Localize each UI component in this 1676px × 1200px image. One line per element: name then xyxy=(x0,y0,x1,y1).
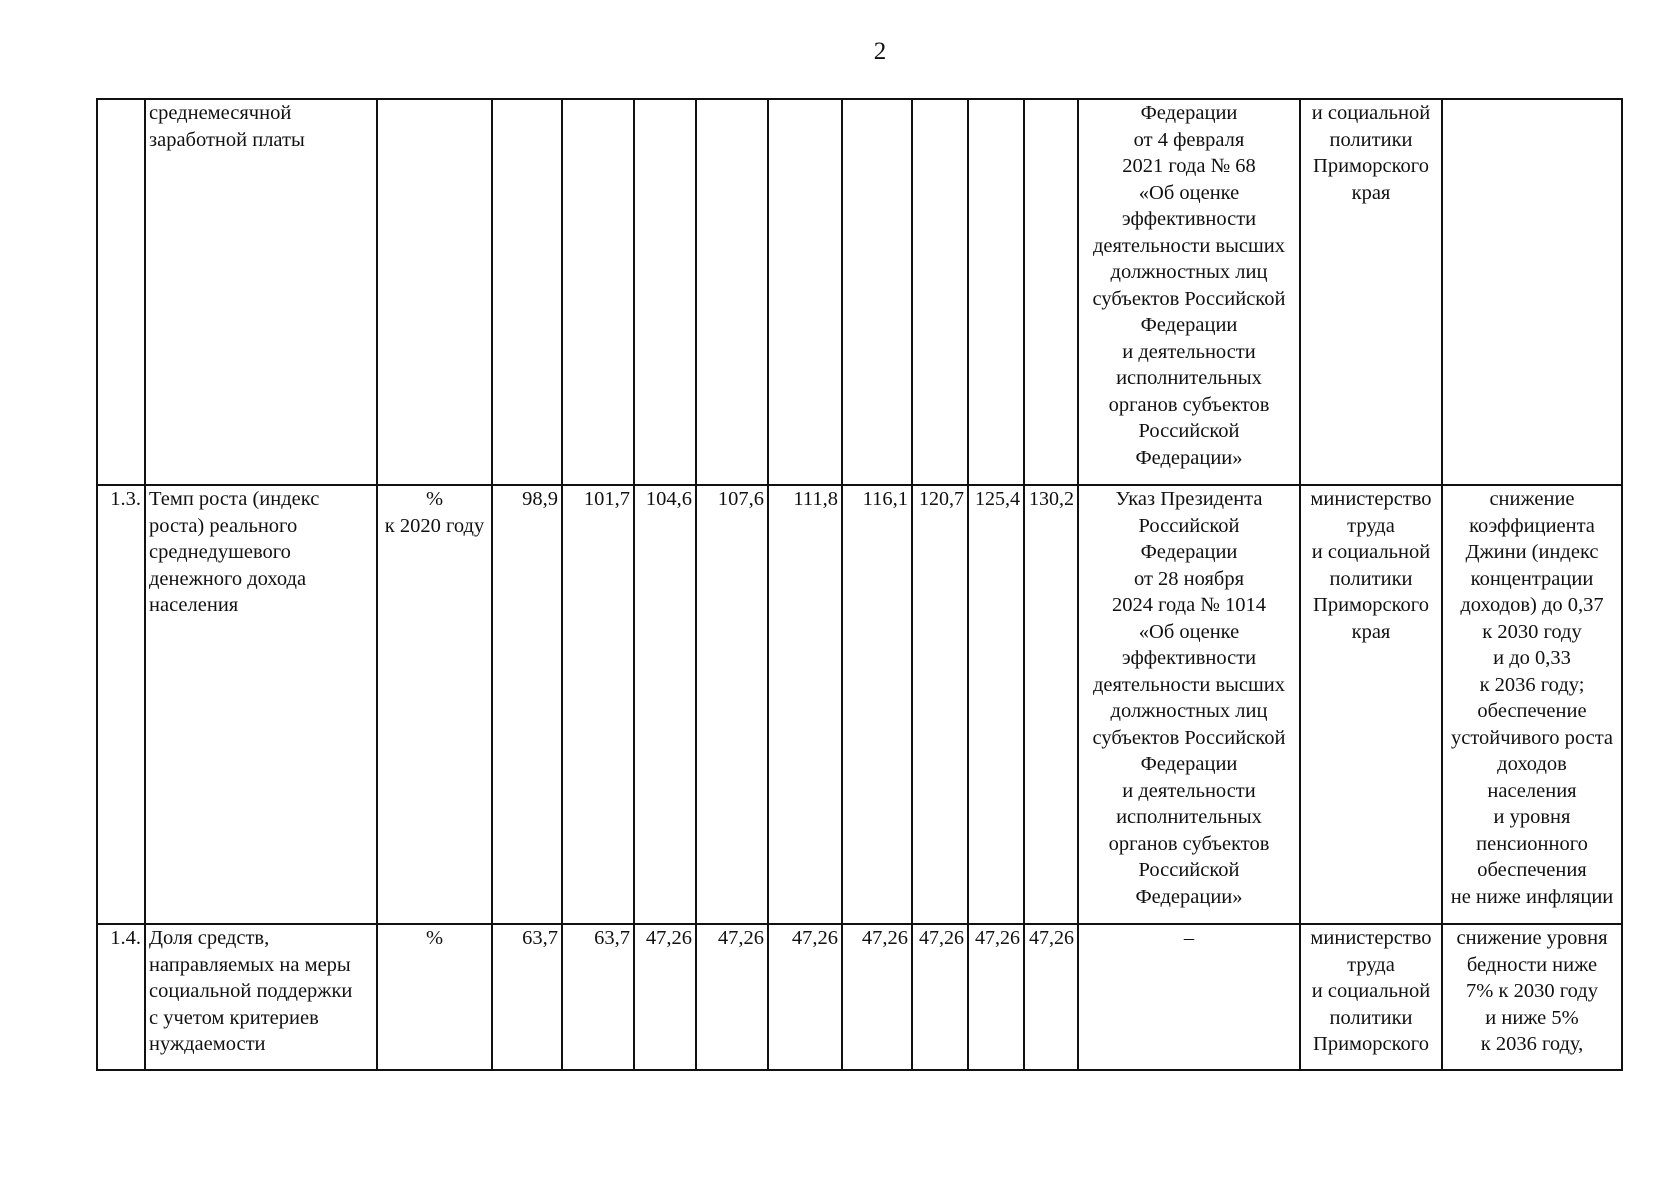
value-cell: 47,26 xyxy=(1024,924,1078,1070)
page-number: 2 xyxy=(873,38,887,65)
row-number xyxy=(97,99,145,485)
value-cell xyxy=(562,99,634,485)
value-cell: 47,26 xyxy=(912,924,968,1070)
value-cell: 130,2 xyxy=(1024,485,1078,924)
value-cell: 120,7 xyxy=(912,485,968,924)
value-cell: 98,9 xyxy=(492,485,562,924)
responsible-cell: министерство труда и социальной политики Приморского края xyxy=(1300,485,1442,924)
value-cell xyxy=(842,99,912,485)
row-number: 1.3. xyxy=(97,485,145,924)
value-cell xyxy=(1024,99,1078,485)
indicator-name: Темп роста (индекс роста) реального среднедушевого денежного дохода населения xyxy=(145,485,377,924)
value-cell xyxy=(634,99,696,485)
value-cell: 125,4 xyxy=(968,485,1024,924)
goal-cell: снижение коэффициента Джини (индекс концентрации доходов) до 0,37 к 2030 году и до 0,33 к 2036 году; обеспечение устойчивого роста доходов населения и уровня пенсионного обеспечения не ниже инфляции xyxy=(1442,485,1622,924)
value-cell xyxy=(912,99,968,485)
unit-cell: % xyxy=(377,924,492,1070)
value-cell: 111,8 xyxy=(768,485,842,924)
document-cell: Указ Президента Российской Федерации от 28 ноября 2024 года № 1014 «Об оценке эффективности деятельности высших должностных лиц субъектов Российской Федерации и деятельности исполнительных органов субъектов Российской Федерации» xyxy=(1078,485,1300,924)
value-cell: 63,7 xyxy=(492,924,562,1070)
goal-cell xyxy=(1442,99,1622,485)
value-cell xyxy=(968,99,1024,485)
value-cell: 47,26 xyxy=(842,924,912,1070)
indicators-table xyxy=(96,98,1623,1071)
table-row xyxy=(97,99,1622,485)
row-number: 1.4. xyxy=(97,924,145,1070)
value-cell: 107,6 xyxy=(696,485,768,924)
table-row xyxy=(97,485,1622,924)
indicator-name: Доля средств, направляемых на меры социальной поддержки с учетом критериев нуждаемости xyxy=(145,924,377,1070)
indicator-name: среднемесячной заработной платы xyxy=(145,99,377,485)
value-cell xyxy=(696,99,768,485)
value-cell: 47,26 xyxy=(634,924,696,1070)
value-cell: 47,26 xyxy=(768,924,842,1070)
document-cell: Федерации от 4 февраля 2021 года № 68 «Об оценке эффективности деятельности высших должностных лиц субъектов Российской Федерации и деятельности исполнительных органов субъектов Российской Федерации» xyxy=(1078,99,1300,485)
value-cell: 63,7 xyxy=(562,924,634,1070)
document-cell: – xyxy=(1078,924,1300,1070)
unit-cell xyxy=(377,99,492,485)
value-cell: 47,26 xyxy=(968,924,1024,1070)
value-cell: 116,1 xyxy=(842,485,912,924)
responsible-cell: и социальной политики Приморского края xyxy=(1300,99,1442,485)
table-row xyxy=(97,924,1622,1070)
value-cell xyxy=(492,99,562,485)
value-cell: 47,26 xyxy=(696,924,768,1070)
responsible-cell: министерство труда и социальной политики Приморского xyxy=(1300,924,1442,1070)
value-cell: 104,6 xyxy=(634,485,696,924)
goal-cell: снижение уровня бедности ниже 7% к 2030 году и ниже 5% к 2036 году, xyxy=(1442,924,1622,1070)
value-cell xyxy=(768,99,842,485)
value-cell: 101,7 xyxy=(562,485,634,924)
unit-cell: % к 2020 году xyxy=(377,485,492,924)
